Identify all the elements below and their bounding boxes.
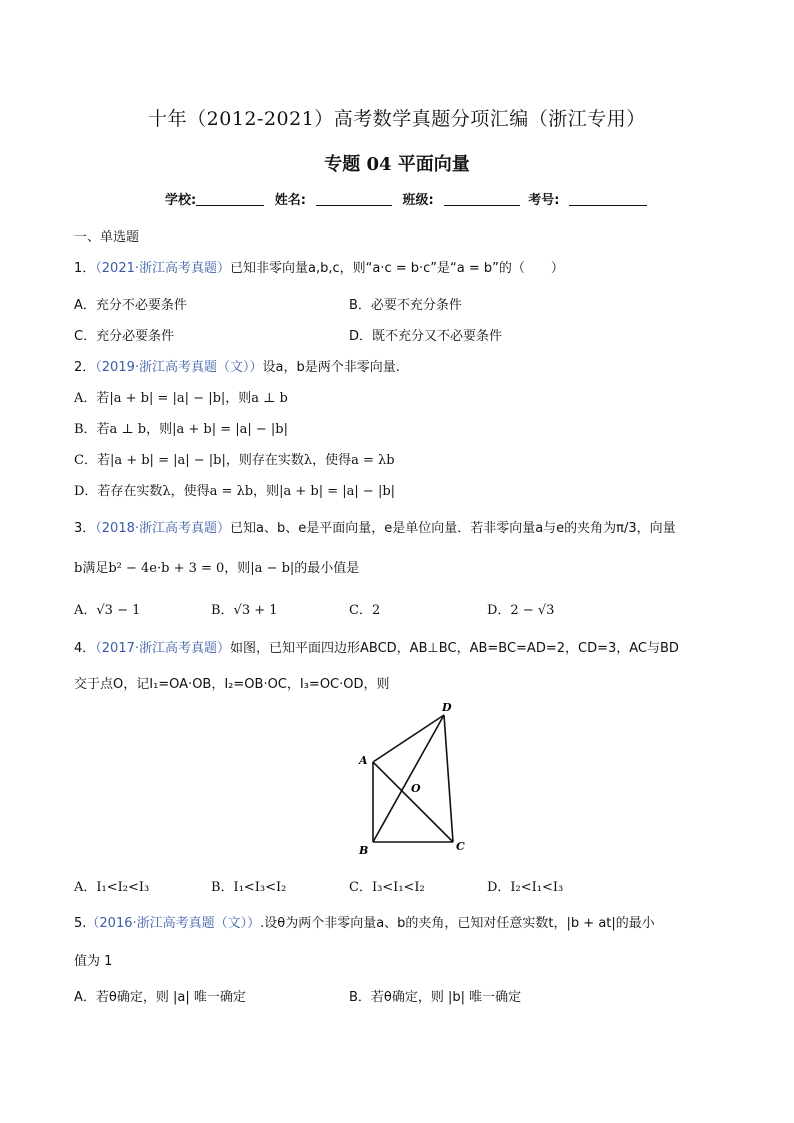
option-a: A．I₁<I₂<I₃ — [74, 880, 150, 895]
question-source: （2016·浙江高考真题（文）） — [86, 916, 261, 931]
student-info-row — [165, 189, 645, 208]
class-label: 班级: — [402, 193, 434, 208]
question-5-continued: 值为 1 — [74, 954, 113, 969]
option-a: A．若θ确定，则 |a| 唯一确定 — [74, 990, 246, 1005]
question-source: （2019·浙江高考真题（文）） — [95, 360, 263, 375]
question-source: （2018·浙江高考真题） — [95, 521, 230, 536]
diagonal-ac — [373, 762, 453, 842]
question-number: 4． — [74, 641, 96, 656]
question-number: 5. — [74, 916, 87, 931]
option-b: B．必要不充分条件 — [349, 298, 462, 313]
section-heading: 一、单选题 — [74, 230, 140, 245]
option-a: A．充分不必要条件 — [74, 298, 187, 313]
quadrilateral-diagram — [350, 700, 480, 860]
question-number: 2． — [74, 360, 96, 375]
option-c: C．充分必要条件 — [74, 329, 175, 344]
label-b: B — [359, 844, 369, 857]
question-2 — [74, 356, 400, 375]
option-a: A．若|a + b| = |a| − |b|，则a ⊥ b — [74, 391, 288, 406]
option-b: B．√3 + 1 — [211, 603, 278, 618]
question-number: 3． — [74, 521, 96, 536]
option-d: D．若存在实数λ，使得a = λb，则|a + b| = |a| − |b| — [74, 484, 396, 499]
question-4 — [74, 637, 679, 656]
question-4-continued: 交于点O，记I₁=OA·OB，I₂=OB·OC，I₃=OC·OD，则 — [74, 677, 390, 692]
option-d: D．2 − √3 — [487, 603, 555, 618]
option-c: C．2 — [349, 603, 381, 618]
edge-da — [373, 715, 444, 762]
option-d: D．I₂<I₁<I₃ — [487, 880, 564, 895]
question-source: （2017·浙江高考真题） — [95, 641, 230, 656]
document-subtitle: 专题 04 平面向量 — [324, 154, 470, 175]
question-number: 1． — [74, 261, 96, 276]
label-o: O — [411, 782, 421, 795]
label-c: C — [456, 840, 465, 853]
quadrilateral-figure — [350, 700, 480, 860]
name-blank[interactable] — [316, 193, 392, 206]
label-d: D — [442, 701, 452, 714]
name-label: 姓名: — [274, 193, 306, 208]
option-b: B．I₁<I₃<I₂ — [211, 880, 287, 895]
edge-cd — [444, 715, 453, 842]
document-title: 十年（2012-2021）高考数学真题分项汇编（浙江专用） — [148, 108, 646, 130]
question-text: 已知非零向量a,b,c，则“a·c = b·c”是“a = b”的（ ） — [230, 261, 564, 276]
option-a: A．√3 − 1 — [74, 603, 141, 618]
question-source: （2021·浙江高考真题） — [95, 261, 230, 276]
question-3 — [74, 517, 676, 536]
option-c: C．I₃<I₁<I₂ — [349, 880, 425, 895]
question-1 — [74, 257, 564, 276]
question-text: 已知a、b、e是平面向量，e是单位向量．若非零向量a与e的夹角为π/3，向量 — [230, 521, 676, 536]
option-b: B．若θ确定，则 |b| 唯一确定 — [349, 990, 522, 1005]
question-3-continued: b满足b² − 4e·b + 3 = 0，则|a − b|的最小值是 — [74, 561, 360, 576]
school-label: 学校: — [165, 193, 197, 208]
number-label: 考号: — [528, 193, 560, 208]
number-blank[interactable] — [569, 193, 647, 206]
question-text: 如图，已知平面四边形ABCD，AB⊥BC，AB=BC=AD=2，CD=3，AC与BD — [230, 641, 679, 656]
class-blank[interactable] — [444, 193, 520, 206]
question-5 — [74, 912, 655, 931]
option-c: C．若|a + b| = |a| − |b|，则存在实数λ，使得a = λb — [74, 453, 395, 468]
option-b: B．若a ⊥ b，则|a + b| = |a| − |b| — [74, 422, 289, 437]
question-text: 设a，b是两个非零向量. — [262, 360, 400, 375]
option-d: D．既不充分又不必要条件 — [349, 329, 503, 344]
school-blank[interactable] — [196, 193, 264, 206]
question-text: .设θ为两个非零向量a、b的夹角，已知对任意实数t，|b + at|的最小 — [260, 916, 655, 931]
label-a: A — [359, 754, 368, 767]
